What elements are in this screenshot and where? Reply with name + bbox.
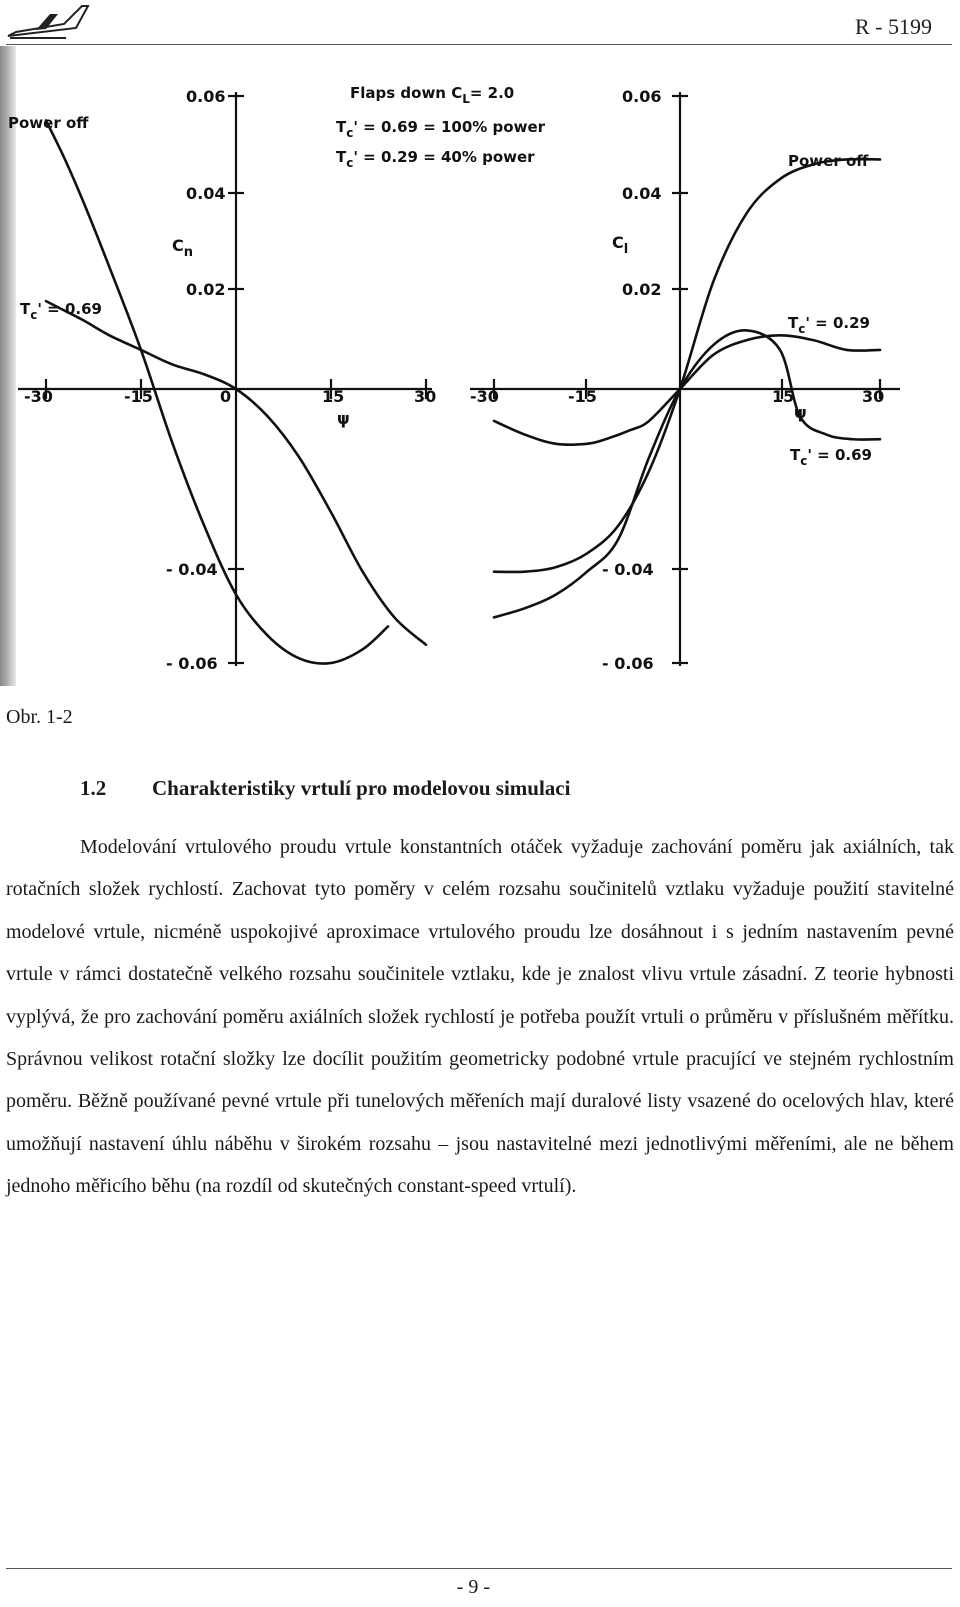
footer-divider [6,1568,952,1569]
figure-caption: Obr. 1-2 [6,706,73,728]
tc-40-annotation: $T_c' = 0.29 = 40\%$ power [336,148,535,170]
right-y-label: $C_l$ [612,233,629,257]
section-heading [80,776,570,801]
left-x-tick: 15 [322,387,345,406]
left-x-label: ψ [337,409,350,428]
report-id: R - 5199 [855,14,932,39]
right-x-tick: -30 [470,387,499,406]
right-x-tick: -15 [568,387,597,406]
section-number: 1.2 [80,776,107,800]
page-header [0,0,960,52]
left-x-tick: 30 [414,387,437,406]
section-title: Charakteristiky vrtulí pro modelovou simulaci [152,776,571,800]
tc-100-annotation: $T_c' = 0.69 = 100\%$ power [336,118,546,140]
left-x-tick: 0 [220,387,232,406]
left-y-tick: - 0.06 [166,654,218,673]
right-x-tick: 15 [772,387,795,406]
right-y-tick: - 0.04 [602,560,654,579]
cl-series-line-0 [494,159,880,572]
header-divider [6,44,952,45]
left-y-tick: - 0.04 [166,560,218,579]
left-chart-axes [18,92,432,666]
right-y-tick: 0.06 [622,87,662,106]
aircraft-logo-icon [6,2,90,42]
right-y-tick: 0.02 [622,280,662,299]
left-x-tick: -30 [24,387,53,406]
figure [0,46,960,696]
body-paragraph: Modelování vrtulového proudu vrtule konstantních otáček vyžaduje zachování poměru jak axiálních, tak rotačních složek rychlostí. Zachovat tyto poměry v celém rozsahu součinitelů vztlaku vyžaduje použití stavitelné modelové vrtule, nicméně uspokojivé aproximace vrtulového proudu lze dosáhnout i s jedním nastavením pevné vrtule v rámci dostatečně velkého rozsahu součinitele vztlaku, kde je znalost vlivu vrtule zásadní. Z teorie hybnosti vyplývá, že pro zachování poměru axiálních složek rychlostí je potřeba použít vrtuli o průměru v příslušném měřítku. Správnou velikost rotační složky lze docílit použitím geometricky podobné vrtule pracující ve stejném rychlostním poměru. Běžně používané pevné vrtule při tunelových měřeních mají duralové listy vsazené do ocelových hlav, které umožňují nastavení úhlu náběhu v širokém rozsahu – jsou nastavitelné mezi jednotlivými měřeními, ale ne během jednoho měřicího běhu (na rozdíl od skutečných constant-speed vrtulí). [6,836,954,1198]
left-y-tick: 0.06 [186,87,226,106]
figure-charts [0,46,960,696]
right-y-tick: - 0.06 [602,654,654,673]
right-tc-029-label: $T_c' = 0.29$ [788,314,870,336]
right-power-off-label: Power off [788,152,869,170]
left-y-tick: 0.04 [186,184,226,203]
right-tc-069-label: $T_c' = 0.69$ [790,446,872,468]
right-x-tick: 30 [862,387,885,406]
right-y-tick: 0.04 [622,184,662,203]
left-y-tick: 0.02 [186,280,226,299]
left-y-label: $C_n$ [172,236,194,260]
right-x-label: ψ [794,403,807,422]
page-number: - 9 - [456,1576,490,1598]
left-tc-label: $T_c' = 0.69$ [20,300,102,322]
cl-series-line-2 [494,330,880,617]
flaps-annotation: Flaps down $C_L= 2.0$ [350,84,515,106]
left-power-off-label: Power off [8,114,89,132]
left-x-tick: -15 [124,387,153,406]
